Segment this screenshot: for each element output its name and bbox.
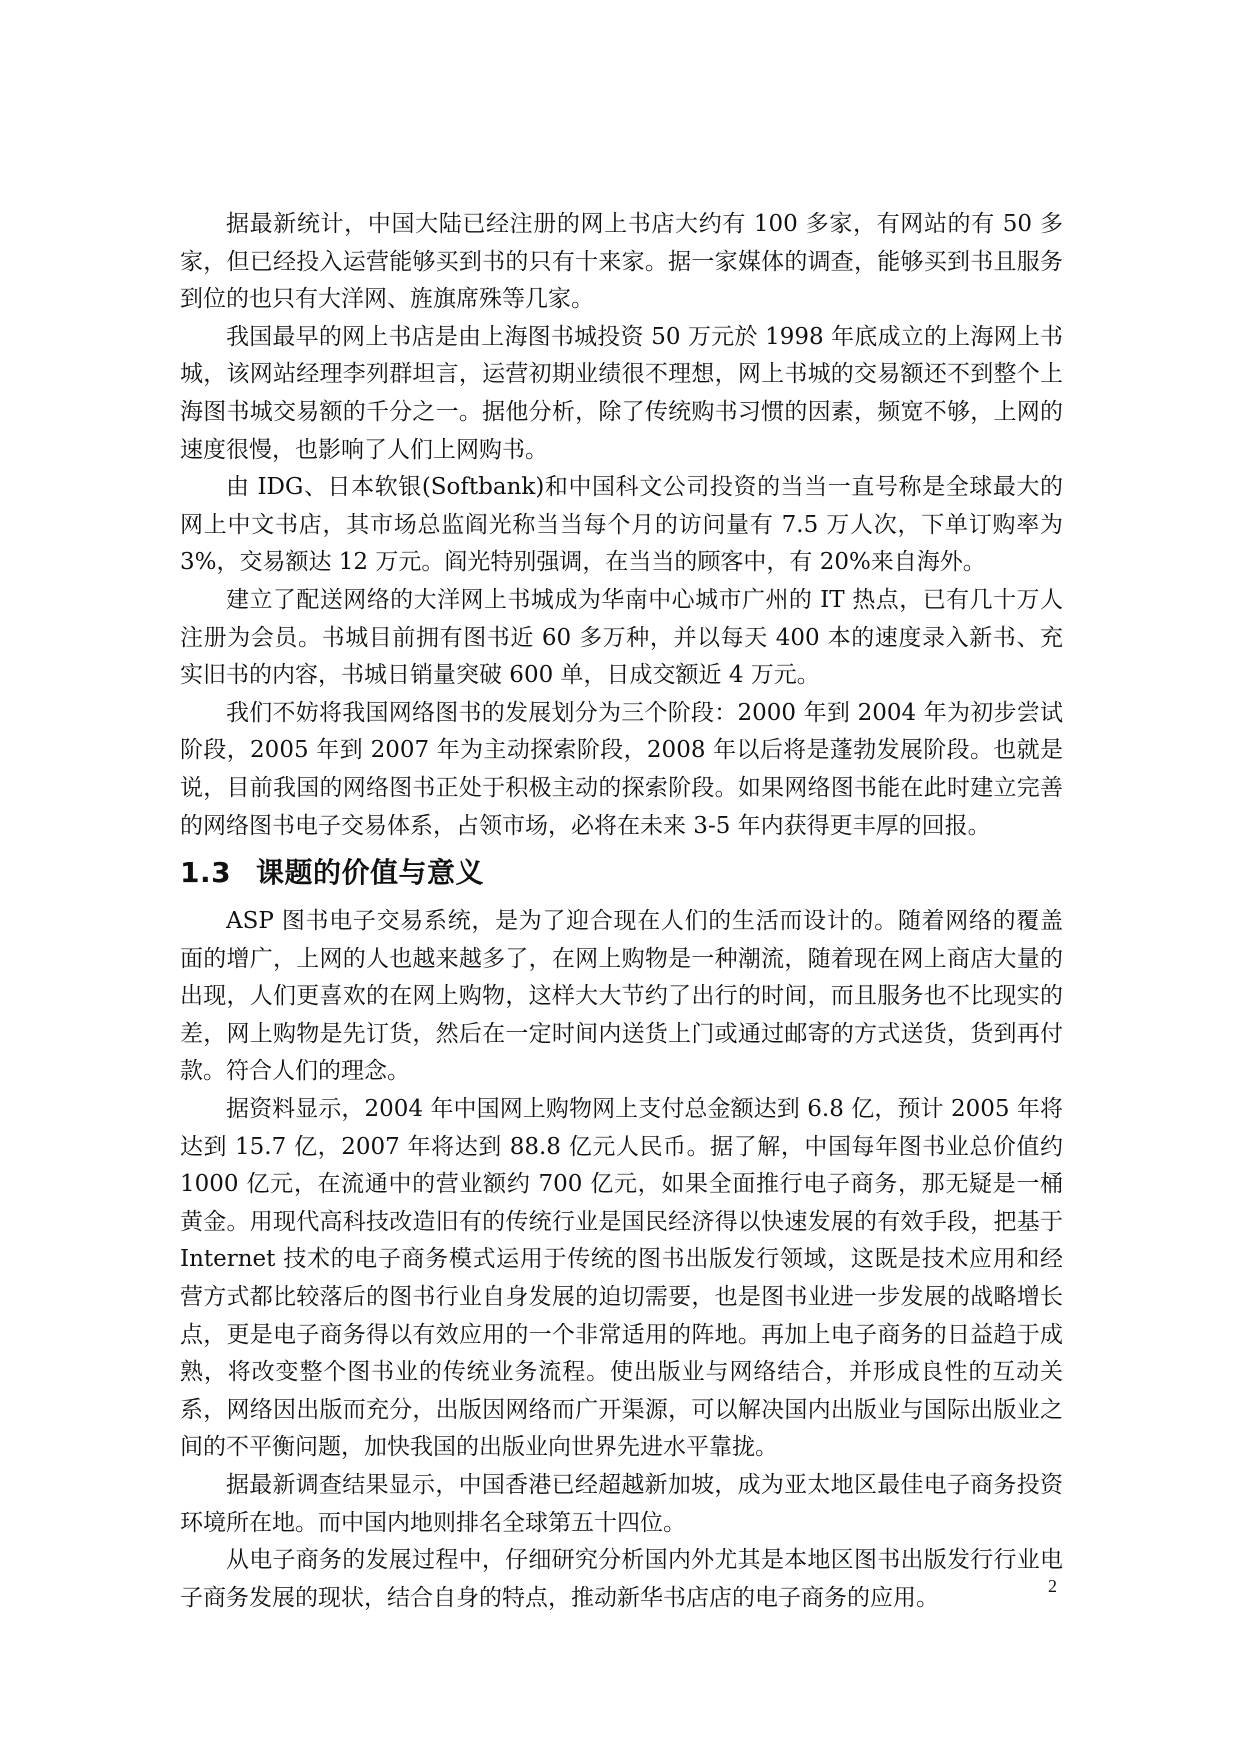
- paragraph: 据最新统计，中国大陆已经注册的网上书店大约有 100 多家，有网站的有 50 多家，但已经投入运营能够买到书的只有十来家。据一家媒体的调查，能够买到书且服务到位的也只有大洋网、旌旗席殊等几家。: [180, 211, 1063, 313]
- paragraph: 由 IDG、日本软银(Softbank)和中国科文公司投资的当当一直号称是全球最大的网上中文书店，其市场总监阎光称当当每个月的访问量有 7.5 万人次，下单订购率为 3%，交易额达 12 万元。阎光特别强调，在当当的顾客中，有 20%来自海外。: [180, 474, 1063, 576]
- paragraph: 据最新调查结果显示，中国香港已经超越新加坡，成为亚太地区最佳电子商务投资环境所在地。而中国内地则排名全球第五十四位。: [180, 1472, 1063, 1536]
- section-heading: [180, 849, 1063, 897]
- paragraph: 据资料显示，2004 年中国网上购物网上支付总金额达到 6.8 亿，预计 2005 年将达到 15.7 亿，2007 年将达到 88.8 亿元人民币。据了解，中国每年图书业总价值约 1000 亿元，在流通中的营业额约 700 亿元，如果全面推行电子商务，那无疑是一桶黄金。用现代高科技改造旧有的传统行业是国民经济得以快速发展的有效手段，把基于 Internet 技术的电子商务模式运用于传统的图书出版发行领域，这既是技术应用和经营方式都比较落后的图书行业自身发展的迫切需要，也是图书业进一步发展的战略增长点，更是电子商务得以有效应用的一个非常适用的阵地。再加上电子商务的日益趋于成熟，将改变整个图书业的传统业务流程。使出版业与网络结合，并形成良性的互动关系，网络因出版而充分，出版因网络而广开渠源，可以解决国内出版业与国际出版业之间的不平衡问题，加快我国的出版业向世界先进水平靠拢。: [180, 1096, 1063, 1461]
- paragraph: 建立了配送网络的大洋网上书城成为华南中心城市广州的 IT 热点，已有几十万人注册为会员。书城目前拥有图书近 60 多万种，并以每天 400 本的速度录入新书、充实旧书的内容，书城日销量突破 600 单，日成交额近 4 万元。: [180, 586, 1063, 689]
- paragraph: 从电子商务的发展过程中，仔细研究分析国内外尤其是本地区图书出版发行行业电子商务发展的现状，结合自身的特点，推动新华书店店的电子商务的应用。: [180, 1547, 1063, 1611]
- paragraph: ASP 图书电子交易系统，是为了迎合现在人们的生活而设计的。随着网络的覆盖面的增广，上网的人也越来越多了，在网上购物是一种潮流，随着现在网上商店大量的出现，人们更喜欢的在网上购物，这样大大节约了出行的时间，而且服务也不比现实的差，网上购物是先订货，然后在一定时间内送货上门或通过邮寄的方式送货，货到再付款。符合人们的理念。: [180, 908, 1063, 1085]
- section-number: 1.3: [180, 856, 232, 890]
- document-body: [180, 206, 1063, 1617]
- paragraph: 我们不妨将我国网络图书的发展划分为三个阶段：2000 年到 2004 年为初步尝试阶段，2005 年到 2007 年为主动探索阶段，2008 年以后将是蓬勃发展阶段。也就是说，目前我国的网络图书正处于积极主动的探索阶段。如果网络图书能在此时建立完善的网络图书电子交易体系，占领市场，必将在未来 3-5 年内获得更丰厚的回报。: [180, 699, 1063, 839]
- paragraph: 我国最早的网上书店是由上海图书城投资 50 万元於 1998 年底成立的上海网上书城，该网站经理李列群坦言，运营初期业绩很不理想，网上书城的交易额还不到整个上海图书城交易额的千分之一。据他分析，除了传统购书习惯的因素，频宽不够，上网的速度很慢，也影响了人们上网购书。: [180, 323, 1063, 463]
- section-title: 课题的价值与意义: [256, 856, 485, 890]
- page-number: 2: [1048, 1576, 1057, 1596]
